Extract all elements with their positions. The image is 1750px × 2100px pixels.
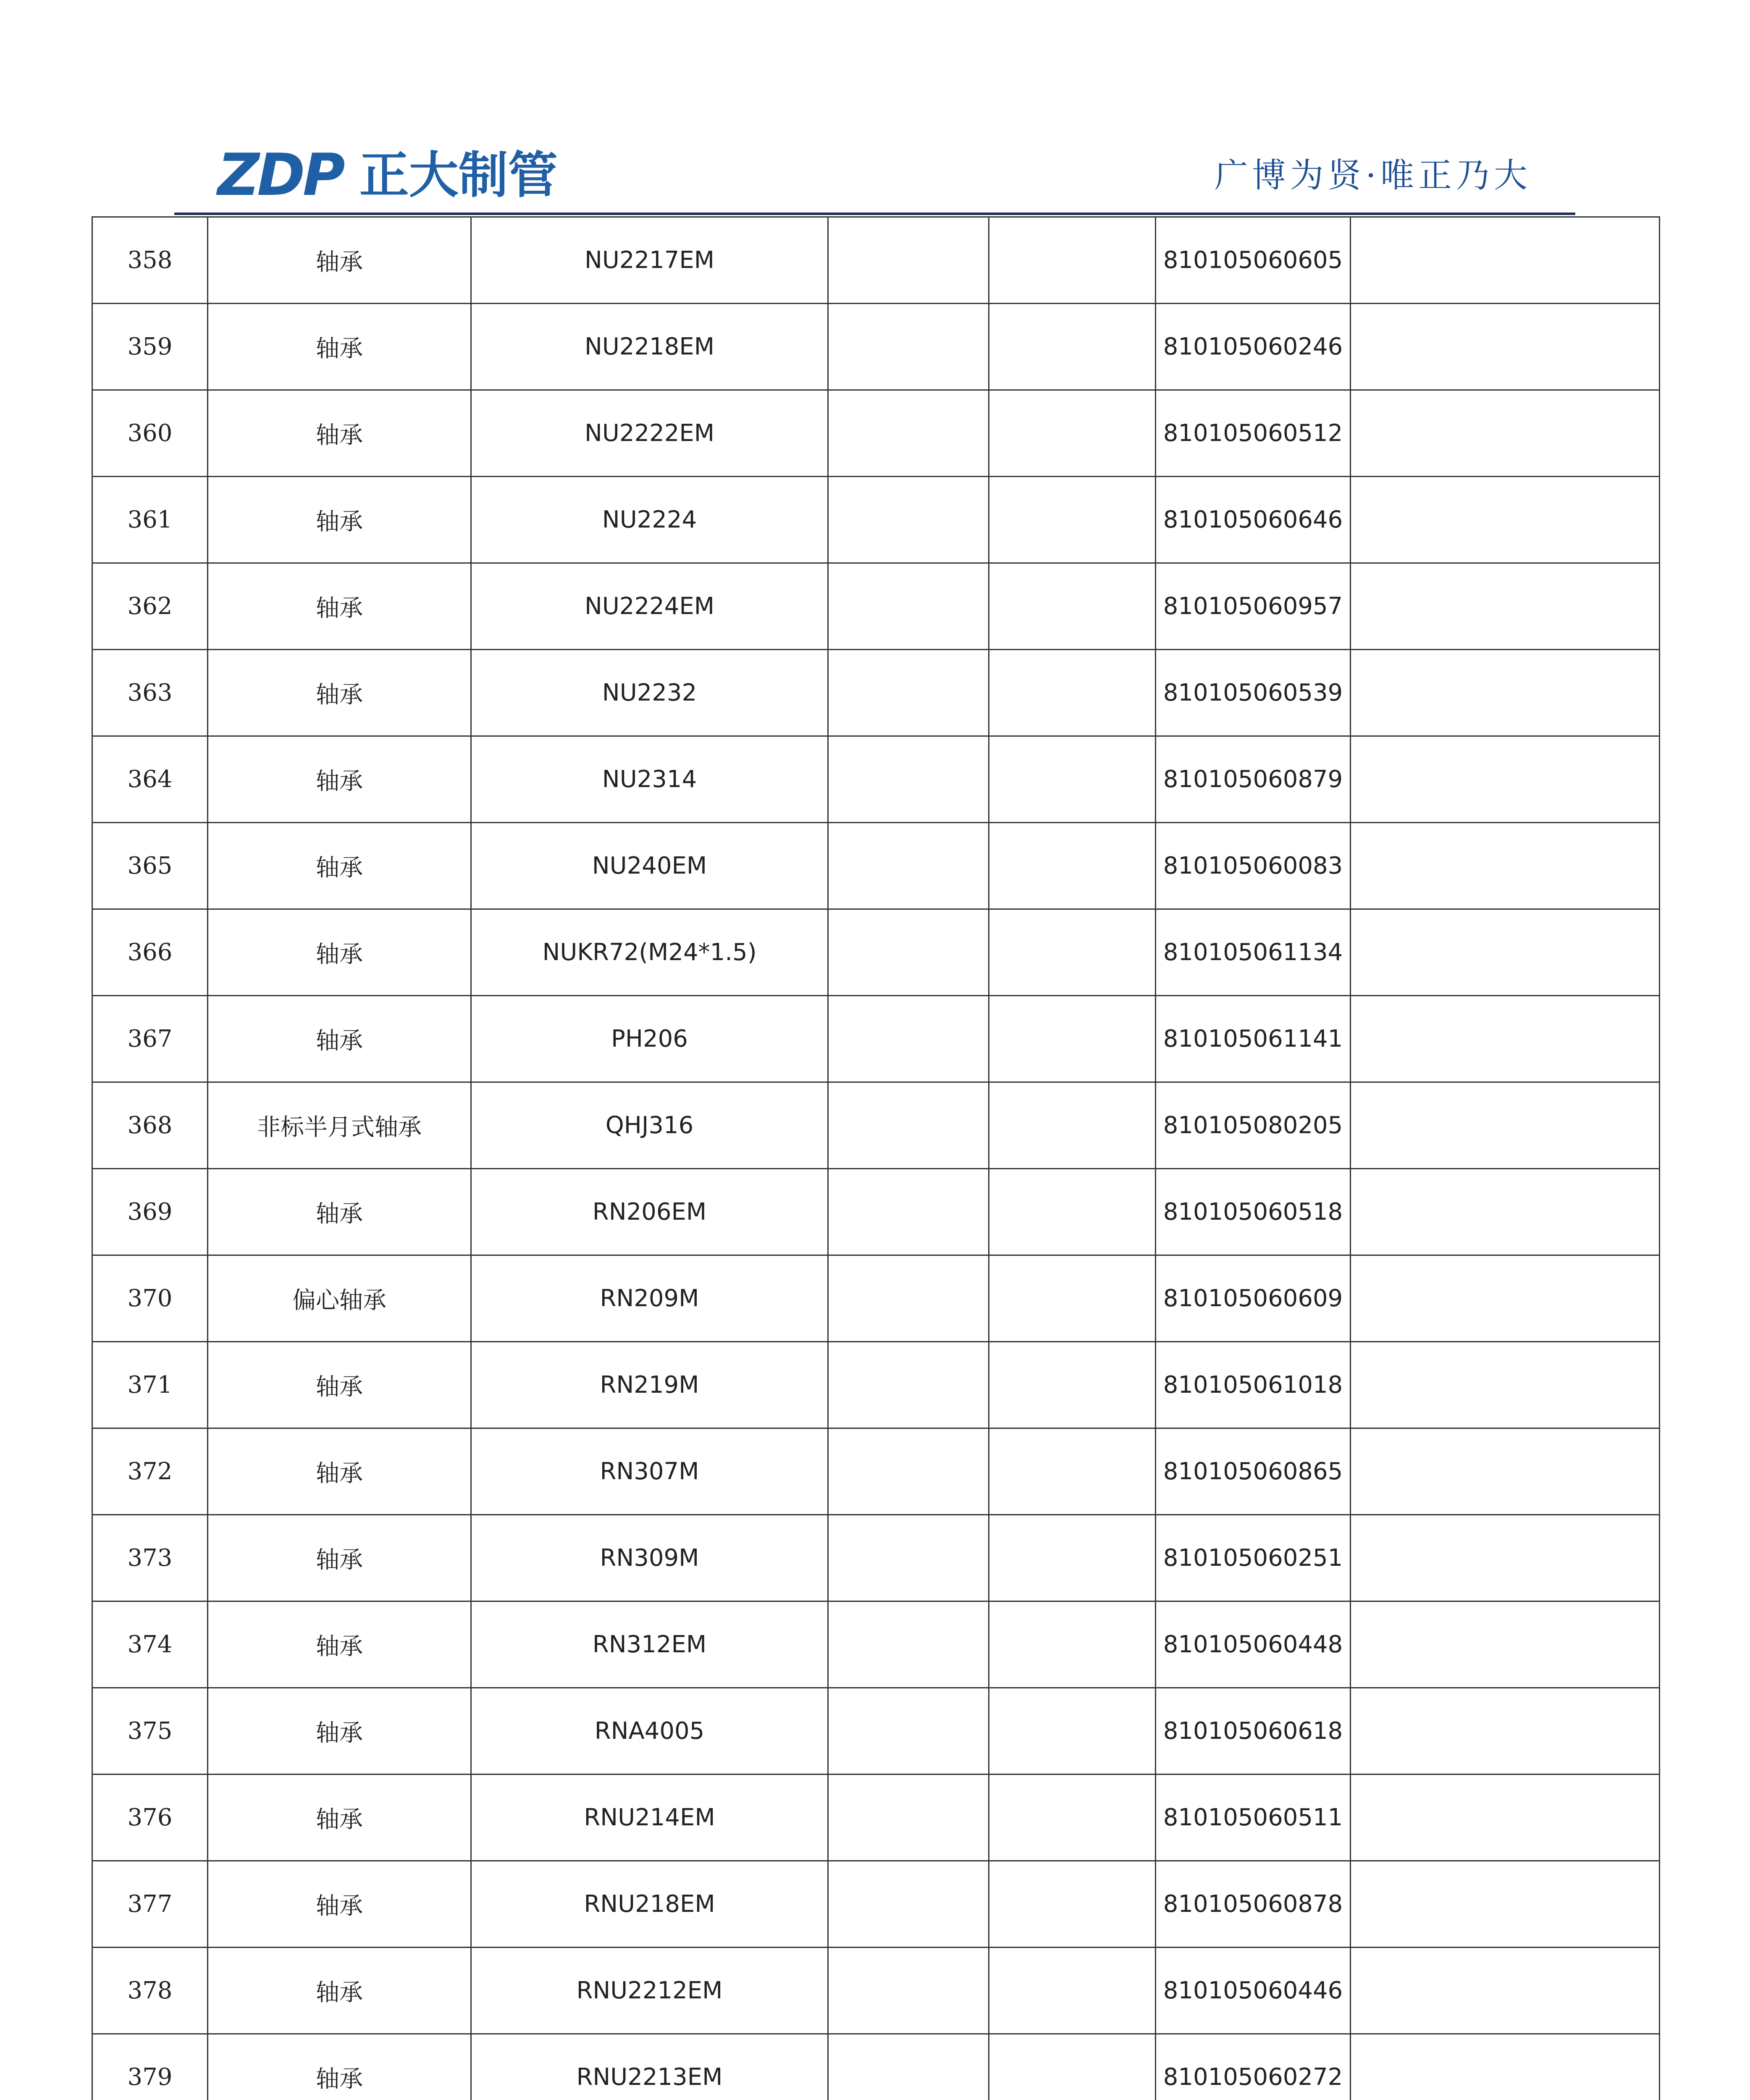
model-cell: RN206EM xyxy=(471,1169,828,1255)
row-number-cell: 374 xyxy=(92,1601,208,1688)
material-code-cell: 810105061134 xyxy=(1156,909,1351,996)
empty-cell xyxy=(1351,996,1660,1082)
material-code-cell: 810105060605 xyxy=(1156,217,1351,304)
table-row xyxy=(92,1169,1660,1255)
empty-cell xyxy=(989,390,1156,477)
row-number-cell: 370 xyxy=(92,1255,208,1342)
table-row xyxy=(92,650,1660,736)
material-code-cell: 810105060609 xyxy=(1156,1255,1351,1342)
model-cell: NU2222EM xyxy=(471,390,828,477)
row-number-cell: 366 xyxy=(92,909,208,996)
material-code-cell: 810105060618 xyxy=(1156,1688,1351,1774)
table-row xyxy=(92,996,1660,1082)
empty-cell xyxy=(1351,477,1660,563)
empty-cell xyxy=(1351,1515,1660,1601)
model-cell: NU2232 xyxy=(471,650,828,736)
empty-cell xyxy=(1351,1774,1660,1861)
empty-cell xyxy=(1351,1342,1660,1428)
table-row xyxy=(92,477,1660,563)
empty-cell xyxy=(1351,304,1660,390)
empty-cell xyxy=(989,1948,1156,2034)
empty-cell xyxy=(1351,563,1660,650)
material-code-cell: 810105060446 xyxy=(1156,1948,1351,2034)
row-number-cell: 377 xyxy=(92,1861,208,1948)
empty-cell xyxy=(828,1774,989,1861)
empty-cell xyxy=(828,736,989,823)
empty-cell xyxy=(828,823,989,909)
row-number-cell: 358 xyxy=(92,217,208,304)
empty-cell xyxy=(989,996,1156,1082)
material-code-cell: 810105061141 xyxy=(1156,996,1351,1082)
company-name: 正大制管 xyxy=(359,146,558,204)
empty-cell xyxy=(989,736,1156,823)
empty-cell xyxy=(989,1342,1156,1428)
part-name-cell: 轴承 xyxy=(208,996,471,1082)
empty-cell xyxy=(989,650,1156,736)
part-name-cell: 轴承 xyxy=(208,304,471,390)
empty-cell xyxy=(989,1774,1156,1861)
model-cell: NUKR72(M24*1.5) xyxy=(471,909,828,996)
part-name-cell: 轴承 xyxy=(208,1861,471,1948)
empty-cell xyxy=(989,1515,1156,1601)
model-cell: RNU214EM xyxy=(471,1774,828,1861)
row-number-cell: 376 xyxy=(92,1774,208,1861)
part-name-cell: 轴承 xyxy=(208,823,471,909)
empty-cell xyxy=(828,1601,989,1688)
empty-cell xyxy=(989,823,1156,909)
part-name-cell: 轴承 xyxy=(208,650,471,736)
model-cell: NU2224EM xyxy=(471,563,828,650)
empty-cell xyxy=(989,217,1156,304)
empty-cell xyxy=(1351,1688,1660,1774)
company-logo xyxy=(218,141,558,209)
empty-cell xyxy=(828,650,989,736)
material-code-cell: 810105060957 xyxy=(1156,563,1351,650)
model-cell: NU2314 xyxy=(471,736,828,823)
table-row xyxy=(92,390,1660,477)
part-name-cell: 轴承 xyxy=(208,477,471,563)
model-cell: RNU2212EM xyxy=(471,1948,828,2034)
table-row xyxy=(92,909,1660,996)
empty-cell xyxy=(989,563,1156,650)
row-number-cell: 379 xyxy=(92,2034,208,2100)
table-row xyxy=(92,1688,1660,1774)
model-cell: RN219M xyxy=(471,1342,828,1428)
empty-cell xyxy=(828,2034,989,2100)
empty-cell xyxy=(989,2034,1156,2100)
empty-cell xyxy=(828,1082,989,1169)
model-cell: NU2218EM xyxy=(471,304,828,390)
part-name-cell: 轴承 xyxy=(208,1688,471,1774)
row-number-cell: 373 xyxy=(92,1515,208,1601)
empty-cell xyxy=(1351,736,1660,823)
model-cell: RN309M xyxy=(471,1515,828,1601)
model-cell: RN209M xyxy=(471,1255,828,1342)
table-row xyxy=(92,736,1660,823)
empty-cell xyxy=(828,1948,989,2034)
empty-cell xyxy=(1351,650,1660,736)
material-code-cell: 810105060878 xyxy=(1156,1861,1351,1948)
empty-cell xyxy=(828,996,989,1082)
table-row xyxy=(92,1428,1660,1515)
empty-cell xyxy=(1351,1082,1660,1169)
table-row xyxy=(92,1774,1660,1861)
empty-cell xyxy=(828,1515,989,1601)
table-row xyxy=(92,304,1660,390)
row-number-cell: 378 xyxy=(92,1948,208,2034)
material-code-cell: 810105060272 xyxy=(1156,2034,1351,2100)
empty-cell xyxy=(828,909,989,996)
material-code-cell: 810105060539 xyxy=(1156,650,1351,736)
part-name-cell: 轴承 xyxy=(208,1428,471,1515)
part-name-cell: 轴承 xyxy=(208,217,471,304)
table-row xyxy=(92,1601,1660,1688)
material-code-cell: 810105060246 xyxy=(1156,304,1351,390)
empty-cell xyxy=(828,1428,989,1515)
empty-cell xyxy=(828,1342,989,1428)
empty-cell xyxy=(989,1428,1156,1515)
empty-cell xyxy=(1351,1255,1660,1342)
part-name-cell: 非标半月式轴承 xyxy=(208,1082,471,1169)
empty-cell xyxy=(1351,1428,1660,1515)
row-number-cell: 364 xyxy=(92,736,208,823)
empty-cell xyxy=(1351,2034,1660,2100)
table-row xyxy=(92,1255,1660,1342)
material-code-cell: 810105060251 xyxy=(1156,1515,1351,1601)
material-code-cell: 810105060512 xyxy=(1156,390,1351,477)
model-cell: RN312EM xyxy=(471,1601,828,1688)
table-row xyxy=(92,1082,1660,1169)
table-row xyxy=(92,1861,1660,1948)
empty-cell xyxy=(1351,1861,1660,1948)
empty-cell xyxy=(828,1861,989,1948)
empty-cell xyxy=(989,1688,1156,1774)
row-number-cell: 375 xyxy=(92,1688,208,1774)
material-code-cell: 810105060083 xyxy=(1156,823,1351,909)
empty-cell xyxy=(828,390,989,477)
part-name-cell: 轴承 xyxy=(208,1342,471,1428)
row-number-cell: 371 xyxy=(92,1342,208,1428)
table-row xyxy=(92,823,1660,909)
material-code-cell: 810105060511 xyxy=(1156,1774,1351,1861)
material-code-cell: 810105060865 xyxy=(1156,1428,1351,1515)
empty-cell xyxy=(989,304,1156,390)
material-code-cell: 810105061018 xyxy=(1156,1342,1351,1428)
row-number-cell: 369 xyxy=(92,1169,208,1255)
empty-cell xyxy=(1351,909,1660,996)
header-divider xyxy=(174,213,1575,215)
part-name-cell: 轴承 xyxy=(208,1169,471,1255)
part-name-cell: 轴承 xyxy=(208,736,471,823)
part-name-cell: 轴承 xyxy=(208,1601,471,1688)
empty-cell xyxy=(1351,1169,1660,1255)
row-number-cell: 362 xyxy=(92,563,208,650)
material-code-cell: 810105060879 xyxy=(1156,736,1351,823)
model-cell: QHJ316 xyxy=(471,1082,828,1169)
table-row xyxy=(92,563,1660,650)
model-cell: NU240EM xyxy=(471,823,828,909)
part-name-cell: 轴承 xyxy=(208,909,471,996)
table-row xyxy=(92,2034,1660,2100)
empty-cell xyxy=(1351,390,1660,477)
empty-cell xyxy=(1351,217,1660,304)
row-number-cell: 361 xyxy=(92,477,208,563)
empty-cell xyxy=(989,909,1156,996)
empty-cell xyxy=(828,563,989,650)
row-number-cell: 360 xyxy=(92,390,208,477)
empty-cell xyxy=(989,1255,1156,1342)
empty-cell xyxy=(828,217,989,304)
material-code-cell: 810105060448 xyxy=(1156,1601,1351,1688)
part-name-cell: 轴承 xyxy=(208,1774,471,1861)
empty-cell xyxy=(1351,1948,1660,2034)
material-code-cell: 810105060518 xyxy=(1156,1169,1351,1255)
material-code-cell: 810105060646 xyxy=(1156,477,1351,563)
table-row xyxy=(92,1948,1660,2034)
empty-cell xyxy=(1351,1601,1660,1688)
model-cell: NU2224 xyxy=(471,477,828,563)
empty-cell xyxy=(828,1688,989,1774)
empty-cell xyxy=(1351,823,1660,909)
model-cell: PH206 xyxy=(471,996,828,1082)
row-number-cell: 368 xyxy=(92,1082,208,1169)
part-name-cell: 轴承 xyxy=(208,390,471,477)
empty-cell xyxy=(828,477,989,563)
slogan: 广博为贤·唯正乃大 xyxy=(1214,156,1532,195)
empty-cell xyxy=(989,1082,1156,1169)
empty-cell xyxy=(828,304,989,390)
row-number-cell: 365 xyxy=(92,823,208,909)
part-name-cell: 偏心轴承 xyxy=(208,1255,471,1342)
logo-mark: ZDP xyxy=(218,141,343,209)
model-cell: NU2217EM xyxy=(471,217,828,304)
empty-cell xyxy=(828,1255,989,1342)
row-number-cell: 367 xyxy=(92,996,208,1082)
parts-table xyxy=(92,216,1660,2100)
row-number-cell: 372 xyxy=(92,1428,208,1515)
part-name-cell: 轴承 xyxy=(208,1948,471,2034)
part-name-cell: 轴承 xyxy=(208,1515,471,1601)
table-body xyxy=(92,217,1660,2100)
row-number-cell: 363 xyxy=(92,650,208,736)
model-cell: RNA4005 xyxy=(471,1688,828,1774)
table-row xyxy=(92,1342,1660,1428)
empty-cell xyxy=(828,1169,989,1255)
empty-cell xyxy=(989,1861,1156,1948)
part-name-cell: 轴承 xyxy=(208,563,471,650)
table-row xyxy=(92,217,1660,304)
part-name-cell: 轴承 xyxy=(208,2034,471,2100)
model-cell: RNU2213EM xyxy=(471,2034,828,2100)
empty-cell xyxy=(989,1169,1156,1255)
empty-cell xyxy=(989,1601,1156,1688)
model-cell: RNU218EM xyxy=(471,1861,828,1948)
model-cell: RN307M xyxy=(471,1428,828,1515)
material-code-cell: 810105080205 xyxy=(1156,1082,1351,1169)
row-number-cell: 359 xyxy=(92,304,208,390)
empty-cell xyxy=(989,477,1156,563)
table-row xyxy=(92,1515,1660,1601)
